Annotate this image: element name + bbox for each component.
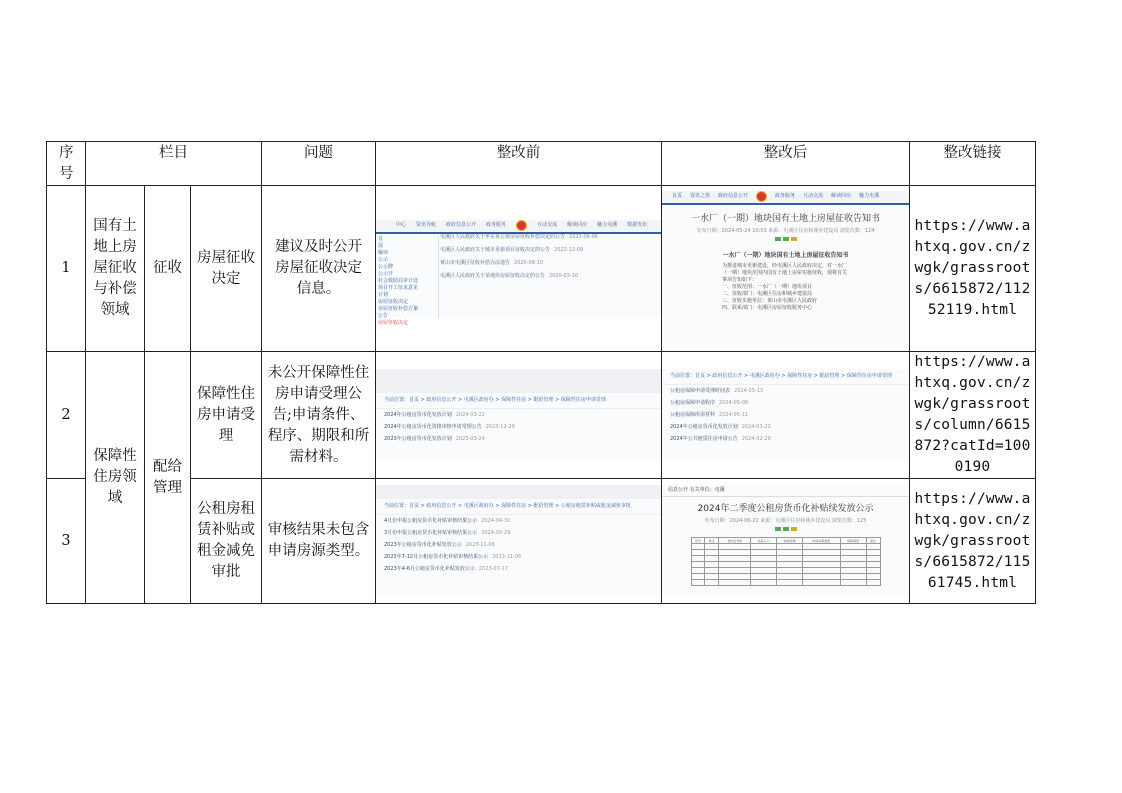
after-thumbnail-2 xyxy=(662,369,909,461)
article-meta: 发布日期：2024-06-21 来源：屯溪区住房和城乡建设局 浏览次数：125 xyxy=(704,518,867,524)
before-screenshot xyxy=(376,479,662,604)
breadcrumb: 当前位置：首页 > 政府信息公开 > 屯溪区政府办 > 保障性住房 > 配给管理 > 保障性住房申请受理 xyxy=(376,393,661,409)
article-meta: 发布日期：2024-05-24 10:53 来源：屯溪区住房和城乡建设局 浏览次数：124 xyxy=(696,227,875,234)
before-thumbnail-2 xyxy=(376,369,661,461)
table-row xyxy=(47,186,1036,352)
row-item: 保障性住房申请受理 xyxy=(191,352,262,479)
header-row xyxy=(47,142,1036,186)
site-nav: 中心 资讯导航 政府信息公开 政务服务 互动交流 解读回应 魅力屯溪 数据发布 xyxy=(376,220,661,234)
article-body: 一水厂（一期）地块国有土地上房屋征收告知书 为推进城市更新建设，经屯溪区人民政府决定，对一水厂（一期）地块范围内国有土地上房屋实施征收，现将有关事项告知如下： 一、征收范围：一水厂（一期）地块项目 二、征收部门：屯溪区住房和城乡建设局 三、征收实施单位：黄山市屯溪区人民政府 四、联系部门：屯溪区房屋征收服务中心 xyxy=(722,251,849,311)
share-icons xyxy=(662,527,909,534)
rectification-table xyxy=(46,141,1036,604)
row-domain: 保障性住房领域 xyxy=(86,352,145,604)
fix-link[interactable]: https://www.ahtxq.gov.cn/zwgk/grassroots/6615872/11252119.html xyxy=(910,186,1036,352)
row-issue: 建议及时公开房屋征收决定信息。 xyxy=(262,186,376,352)
before-screenshot xyxy=(376,186,662,352)
site-list: 屯溪区人民政府关于华东某公寓房屋征收补偿决定的公告 2023-06-06 屯溪区人民政府关于城市更新项目征收决定的公告 2022-12-09 黄山市屯溪区征收补偿办法通告 2020-08-10 屯溪区人民政府关于某地块房屋征收决定的公告 2020-03-10 xyxy=(440,233,599,279)
row-seq: 3 xyxy=(47,479,86,604)
header-after: 整改后 xyxy=(662,142,910,186)
after-thumbnail-1 xyxy=(662,191,909,347)
row-item: 公租房租赁补贴或租金减免审批 xyxy=(191,479,262,604)
table-row xyxy=(47,479,1036,604)
site-list: 2024年公租房货币化发放计划 2024-03-22 2024年公租房货币化资格审核申请受理公告 2023-12-29 2023年公租房货币化发放计划 2023-03-24 xyxy=(384,412,515,442)
site-sidebar: 首 展 解读 公示 公示牌 公示开 社会救助局审计处 项目开工征求意见 计划 房屋征收决定 房屋征收补偿方案 公告 房屋征收决定 xyxy=(376,236,439,318)
after-screenshot xyxy=(662,479,910,604)
site-list: 4月份申报公租房货币化补贴审核结果公示 2024-04-30 3月份申报公租房货币化补贴审核结果公示 2024-03-29 2023年公租房货币化补贴发放公示 2023-11-06 2023年7-12月公租房货币化补贴审核结果公示 2023-11-06 2023年4-6月公租房货币化补贴发放公示 2023-07-17 xyxy=(384,518,522,572)
fix-link[interactable]: https://www.ahtxq.gov.cn/zwgk/grassroots/column/6615872?catId=1000190 xyxy=(910,352,1036,479)
header-seq: 序号 xyxy=(47,142,86,186)
national-emblem-icon xyxy=(516,220,527,231)
after-screenshot xyxy=(662,352,910,479)
row-seq: 2 xyxy=(47,352,86,479)
header-issue: 问题 xyxy=(262,142,376,186)
row-issue: 审核结果未包含申请房源类型。 xyxy=(262,479,376,604)
fix-link[interactable]: https://www.ahtxq.gov.cn/zwgk/grassroots/6615872/11561745.html xyxy=(910,479,1036,604)
header-column: 栏目 xyxy=(86,142,262,186)
before-screenshot xyxy=(376,352,662,479)
row-item: 房屋征收决定 xyxy=(191,186,262,352)
after-thumbnail-3 xyxy=(662,485,909,597)
site-list: 公租房保障申请受理时间表 2024-05-13 公租房保障申请程序 2024-05-08 公租房保障所需材料 2024-05-11 2024年公租房货币化发放计划 2024-03-22 2024年公共租赁住房申请公告 2024-02-20 xyxy=(670,388,771,442)
before-thumbnail-1 xyxy=(376,220,661,326)
row-subcolumn: 配给管理 xyxy=(145,352,191,604)
article-title: 一水厂（一期）地块国有土地上房屋征收告知书 xyxy=(690,213,880,224)
after-screenshot xyxy=(662,186,910,352)
row-seq: 1 xyxy=(47,186,86,352)
table-row xyxy=(47,352,1036,479)
publicity-table: 序号 姓名 身份证号码 家庭人口 补贴金额 申请房源类型 保障类型 备注 xyxy=(691,537,881,586)
site-nav: 首页 资讯之窗 政府信息公开 政务服务 互动交流 解读回应 魅力屯溪 xyxy=(662,191,909,205)
before-thumbnail-3 xyxy=(376,485,661,597)
row-subcolumn: 征收 xyxy=(145,186,191,352)
header-link: 整改链接 xyxy=(910,142,1036,186)
breadcrumb: 当前位置：首页 > 政府信息公开 > 屯溪区政府办 > 保障性住房 > 配给管理 > 保障性住房申请受理 xyxy=(662,369,909,385)
breadcrumb: 当前位置：首页 > 政府信息公开 > 屯溪区政府办 > 保障性住房 > 配给管理 > 公租房租赁补贴或租金减免审批 xyxy=(376,499,661,515)
info-topline: 信息公开 有关单位：屯溪 xyxy=(662,485,909,497)
header-before: 整改前 xyxy=(376,142,662,186)
national-emblem-icon xyxy=(756,191,767,202)
row-issue: 未公开保障性住房申请受理公告;申请条件、程序、期限和所需材料。 xyxy=(262,352,376,479)
share-icons xyxy=(662,237,909,244)
row-domain: 国有土地上房屋征收与补偿领域 xyxy=(86,186,145,352)
article-title: 2024年二季度公租房货币化补贴续发放公示 xyxy=(697,504,874,514)
